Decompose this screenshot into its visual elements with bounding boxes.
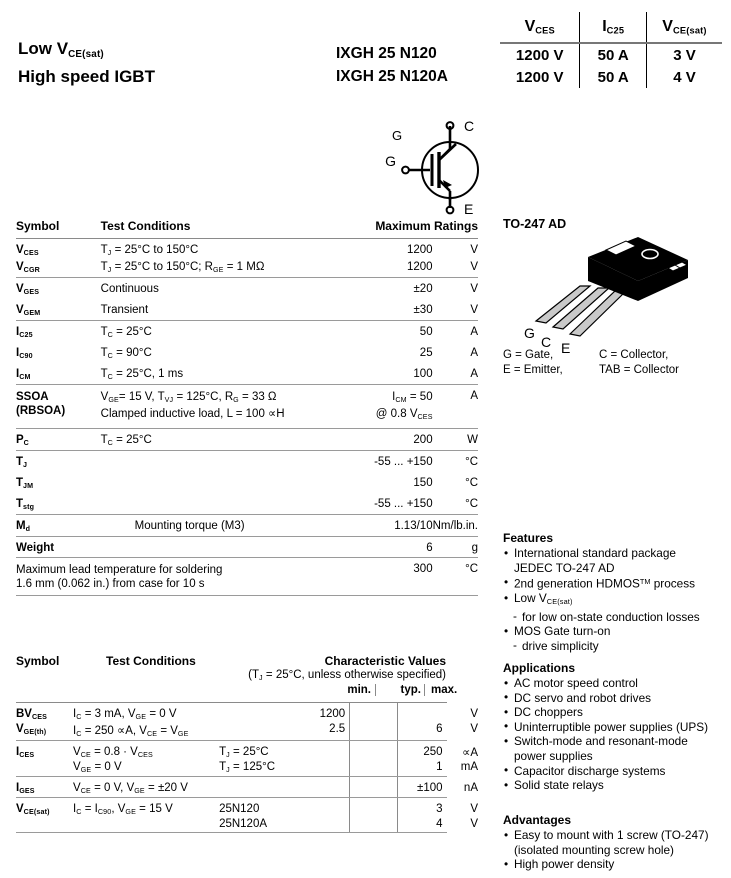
row-unit: g [471, 541, 478, 554]
row-unit: V [470, 282, 478, 295]
ratings-col-values: Maximum Ratings [375, 219, 478, 233]
spec-header-row [500, 12, 722, 43]
row-typ [350, 777, 398, 797]
schematic-label-emitter: E [464, 201, 474, 217]
table-row [16, 703, 478, 723]
row-unit: A [470, 389, 478, 402]
row-value: 25 [419, 346, 433, 359]
list-item: • MOS Gate turn-on [503, 624, 727, 639]
row-conditions: $T_C = 25^\circ C$ [100, 433, 152, 447]
row-value: 150 [413, 476, 433, 489]
table-row [16, 384, 478, 427]
row-conditions: $T_C = 90^\circ C$ [100, 346, 152, 360]
spec-cell: 1200 V [515, 46, 564, 64]
row-value: -55 ... +150 [374, 497, 433, 510]
advantages-heading: Advantages [503, 813, 572, 827]
advantages-section [503, 813, 727, 872]
row-symbol: Weight [16, 541, 55, 554]
applications-list [503, 676, 727, 793]
table-row [16, 239, 478, 260]
spec-header-vces: $V_{CES}$ [524, 18, 555, 36]
row-typ [350, 703, 398, 723]
table-row [16, 363, 478, 384]
list-item: • 2nd generation HDMOS™ process [503, 575, 727, 591]
row-unit: V [470, 244, 478, 256]
row-conditions: $I_C = I_{C90}$, $V_{GE} = 15$ V [73, 803, 173, 817]
legend-row [503, 348, 679, 363]
row-conditions [101, 450, 360, 471]
row-conditions-2: $T_J = 125^\circ C$ [219, 761, 276, 775]
title-subscript: CE(sat) [68, 48, 104, 60]
table-row [16, 493, 478, 514]
row-unit: V [470, 260, 478, 273]
row-min [301, 777, 350, 797]
row-symbol: $V_{GE(th)}$ [16, 722, 47, 736]
row-conditions [101, 536, 360, 557]
table-row [16, 818, 478, 832]
charac-col-typ: typ. [375, 684, 425, 696]
row-conditions: $I_C = 3$ mA, $V_{GE} = 0$ V [73, 708, 177, 721]
title-low-vcesat: Low V [18, 39, 69, 58]
row-symbol: $P_C$ [16, 433, 29, 447]
row-max: 1 [398, 761, 447, 776]
row-typ [350, 723, 398, 740]
row-min: 2.5 [329, 722, 346, 735]
spec-cell: 50 A [580, 66, 647, 88]
spec-header-vcesat: $V_{CE(sat)}$ [647, 12, 723, 43]
schematic-label-gate: G [385, 153, 396, 169]
table-row [16, 761, 478, 776]
row-conditions: Transient [100, 303, 149, 316]
ratings-header-row [16, 214, 478, 238]
row-conditions-2: 25N120 [219, 803, 260, 816]
row-unit: nA [463, 781, 478, 794]
list-item: (isolated mounting screw hole) [514, 842, 674, 857]
row-symbol: $I_{C25}$ [16, 325, 33, 339]
legend-row [503, 363, 679, 378]
row-conditions [101, 472, 360, 493]
features-list [503, 546, 727, 653]
spec-cell: 4 V [647, 66, 723, 88]
spec-cell: 50 A [580, 43, 647, 66]
spec-row [500, 66, 722, 88]
row-max [398, 703, 447, 723]
list-item: • DC choppers [503, 705, 727, 720]
row-conditions: $V_{CE} = 0$ V, $V_{GE} = \pm 20$ V [73, 782, 188, 796]
row-typ [350, 761, 398, 776]
table-row [16, 260, 478, 277]
row-unit: °C [465, 562, 478, 575]
igbt-schematic-symbol [385, 118, 508, 217]
row-value: 1200 [407, 260, 433, 273]
row-symbol: $M_d$ [16, 519, 31, 533]
charac-col-min: min. [347, 684, 371, 696]
table-row [16, 514, 478, 535]
list-item: • Easy to mount with 1 screw (TO-247) [503, 828, 727, 843]
row-unit: °C [465, 455, 478, 468]
list-item: • Capacitor discharge systems [503, 764, 727, 779]
row-conditions: Continuous [100, 282, 159, 295]
characteristic-values-table [16, 654, 478, 833]
list-item: • Switch-mode and resonant-mode [503, 734, 727, 749]
row-unit: V [470, 802, 478, 815]
list-item: • DC servo and robot drives [503, 691, 727, 706]
list-item: • AC motor speed control [503, 676, 727, 691]
row-value: ±20 [413, 282, 433, 295]
row-max: 3 [398, 798, 447, 818]
row-symbol: $I_{C90}$ [16, 346, 33, 360]
row-value: $I_{CM} = 50$ @ 0.8 $V_{CES}$ [375, 390, 433, 422]
features-heading: Features [503, 531, 554, 545]
spec-cell: 1200 V [515, 68, 564, 86]
key-spec-table [500, 12, 722, 88]
row-max: 4 [398, 818, 447, 832]
row-value: 50 [419, 325, 433, 338]
table-row [16, 342, 478, 363]
package-pin-collector: C [541, 334, 552, 350]
advantages-list [503, 828, 727, 872]
row-conditions: Maximum lead temperature for soldering 1.6 mm (0.062 in.) from case for 10 s [16, 563, 223, 591]
schematic-label-collector: C [464, 118, 475, 134]
row-unit: °C [465, 476, 478, 489]
row-symbol: $T_{stg}$ [16, 497, 35, 511]
spec-row [500, 43, 722, 66]
row-unit: W [467, 433, 478, 446]
list-item: power supplies [514, 748, 593, 763]
ratings-col-symbol: Symbol [16, 219, 60, 233]
table-row [16, 536, 478, 557]
charac-col-conditions: Test Conditions [106, 654, 196, 668]
row-value: 6 [426, 541, 433, 554]
row-symbol: $BV_{CES}$ [16, 708, 48, 721]
row-symbol [16, 818, 73, 832]
row-conditions: $T_J = 25^\circ C$ to 150°C [100, 244, 199, 257]
row-symbol: $T_J$ [16, 455, 28, 469]
part-number: IXGH 25 N120A [336, 68, 448, 85]
row-min [301, 798, 350, 818]
features-section [503, 531, 727, 653]
row-typ [350, 798, 398, 818]
row-value: -55 ... +150 [374, 455, 433, 468]
title-line-2: High speed IGBT [18, 66, 155, 86]
row-max: 250 [398, 740, 447, 761]
row-symbol: $V_{GEM}$ [16, 303, 41, 317]
row-symbol: SSOA (RBSOA) [16, 390, 66, 418]
table-row [16, 740, 478, 761]
row-symbol: $I_{GES}$ [16, 782, 35, 796]
row-conditions: $V_{CE} = 0.8 \cdot V_{CES}$ [73, 745, 153, 759]
row-symbol: $V_{CE(sat)}$ [16, 803, 50, 817]
row-symbol: $I_{CM}$ [16, 367, 31, 381]
row-value: 1200 [407, 244, 433, 256]
row-conditions [73, 818, 219, 832]
table-row [16, 557, 478, 595]
list-item: • High power density [503, 857, 727, 872]
table-row [16, 428, 478, 449]
row-min [301, 818, 350, 832]
table-row [16, 798, 478, 818]
row-conditions: $T_J = 25^\circ C$ to 150°C; $R_{GE} = 1$ MΩ [100, 260, 265, 274]
schematic-gate-letter: G [392, 128, 403, 143]
charac-col-values-note: ($T_J = 25^\circ C$, unless otherwise specified) [248, 669, 446, 682]
row-unit: A [470, 325, 478, 338]
row-symbol: $V_{GES}$ [16, 282, 40, 296]
package-title: TO-247 AD [503, 217, 567, 231]
row-unit: °C [465, 497, 478, 510]
legend-tab: TAB = Collector [599, 364, 679, 376]
rule [16, 832, 478, 833]
row-value: 1.13/10 [394, 519, 433, 532]
charac-col-values: Characteristic Values [324, 654, 446, 668]
row-conditions: $V_{GE}= 15$ V, $T_{VJ} = 125^\circ C$, $R_G = 33$ Ω Clamped inductive load, L = 100 ∝H [100, 390, 285, 421]
legend-collector: C = Collector, [599, 349, 669, 361]
table-row [16, 450, 478, 471]
list-item: • Low $V_{CE(sat)}$ [503, 591, 727, 610]
table-row [16, 299, 478, 320]
ratings-col-conditions: Test Conditions [100, 219, 191, 233]
row-unit: V [470, 818, 478, 831]
list-item: • International standard package [503, 546, 727, 561]
row-symbol: $T_{JM}$ [16, 476, 34, 490]
row-unit: Nm/lb.in. [432, 519, 478, 532]
title-line-1 [18, 38, 338, 66]
row-min [301, 761, 350, 776]
row-conditions: $I_C = 250 \propto A$, $V_{CE} = V_{GE}$ [73, 724, 189, 738]
spec-cell: 3 V [647, 43, 723, 66]
row-unit: V [470, 303, 478, 316]
part-number: IXGH 25 N120 [336, 45, 437, 62]
table-row [16, 320, 478, 341]
row-unit: V [470, 707, 478, 720]
row-value: 100 [413, 367, 433, 380]
row-typ [350, 818, 398, 832]
row-conditions: $V_{GE} = 0$ V [73, 761, 122, 775]
applications-section [503, 661, 727, 793]
row-symbol [16, 761, 73, 776]
row-conditions [101, 493, 360, 514]
table-row [16, 277, 478, 298]
row-unit: ∝A [462, 747, 478, 760]
row-symbol: $V_{CES}$ [16, 244, 39, 257]
row-conditions: $T_C = 25^\circ C$ [100, 325, 152, 339]
row-typ [350, 740, 398, 761]
maximum-ratings-table [16, 214, 478, 596]
legend-gate: G = Gate, [503, 349, 554, 361]
page-title [18, 38, 338, 88]
row-conditions-2: 25N120A [219, 818, 268, 831]
row-unit: V [470, 722, 478, 735]
list-item: • Solid state relays [503, 778, 727, 793]
row-conditions-2: $T_J = 25^\circ C$ [219, 745, 269, 759]
table-row [16, 777, 478, 797]
list-item: • Uninterruptible power supplies (UPS) [503, 720, 727, 735]
row-max: 6 [398, 723, 447, 740]
list-item: JEDEC TO-247 AD [514, 560, 615, 575]
row-max: ±100 [398, 777, 447, 797]
list-item: - drive simplicity [503, 639, 727, 654]
rule [16, 595, 478, 596]
package-pin-gate: G [524, 325, 535, 341]
pin-legend [503, 348, 679, 378]
row-value: 200 [413, 433, 433, 446]
row-unit: A [470, 367, 478, 380]
applications-heading: Applications [503, 661, 576, 675]
part-number-list [336, 42, 496, 88]
list-item: - for low on-state conduction losses [503, 610, 727, 625]
charac-col-symbol: Symbol [16, 654, 60, 668]
row-conditions: Mounting torque (M3) [134, 519, 245, 532]
spec-header-ic25: $I_{C25}$ [580, 12, 647, 43]
row-unit: mA [460, 761, 478, 774]
package-pin-emitter: E [561, 340, 571, 356]
row-min [301, 740, 350, 761]
row-value: 300 [413, 562, 433, 575]
row-symbol: $I_{CES}$ [16, 745, 35, 759]
table-row [16, 723, 478, 740]
row-min: 1200 [319, 708, 346, 720]
charac-col-max: max. [424, 684, 476, 696]
row-unit: A [470, 346, 478, 359]
legend-emitter: E = Emitter, [503, 364, 563, 376]
table-row [16, 472, 478, 493]
row-conditions: $T_C = 25^\circ C$, 1 ms [100, 367, 184, 381]
row-value: ±30 [413, 303, 433, 316]
row-symbol: $V_{CGR}$ [16, 260, 40, 274]
